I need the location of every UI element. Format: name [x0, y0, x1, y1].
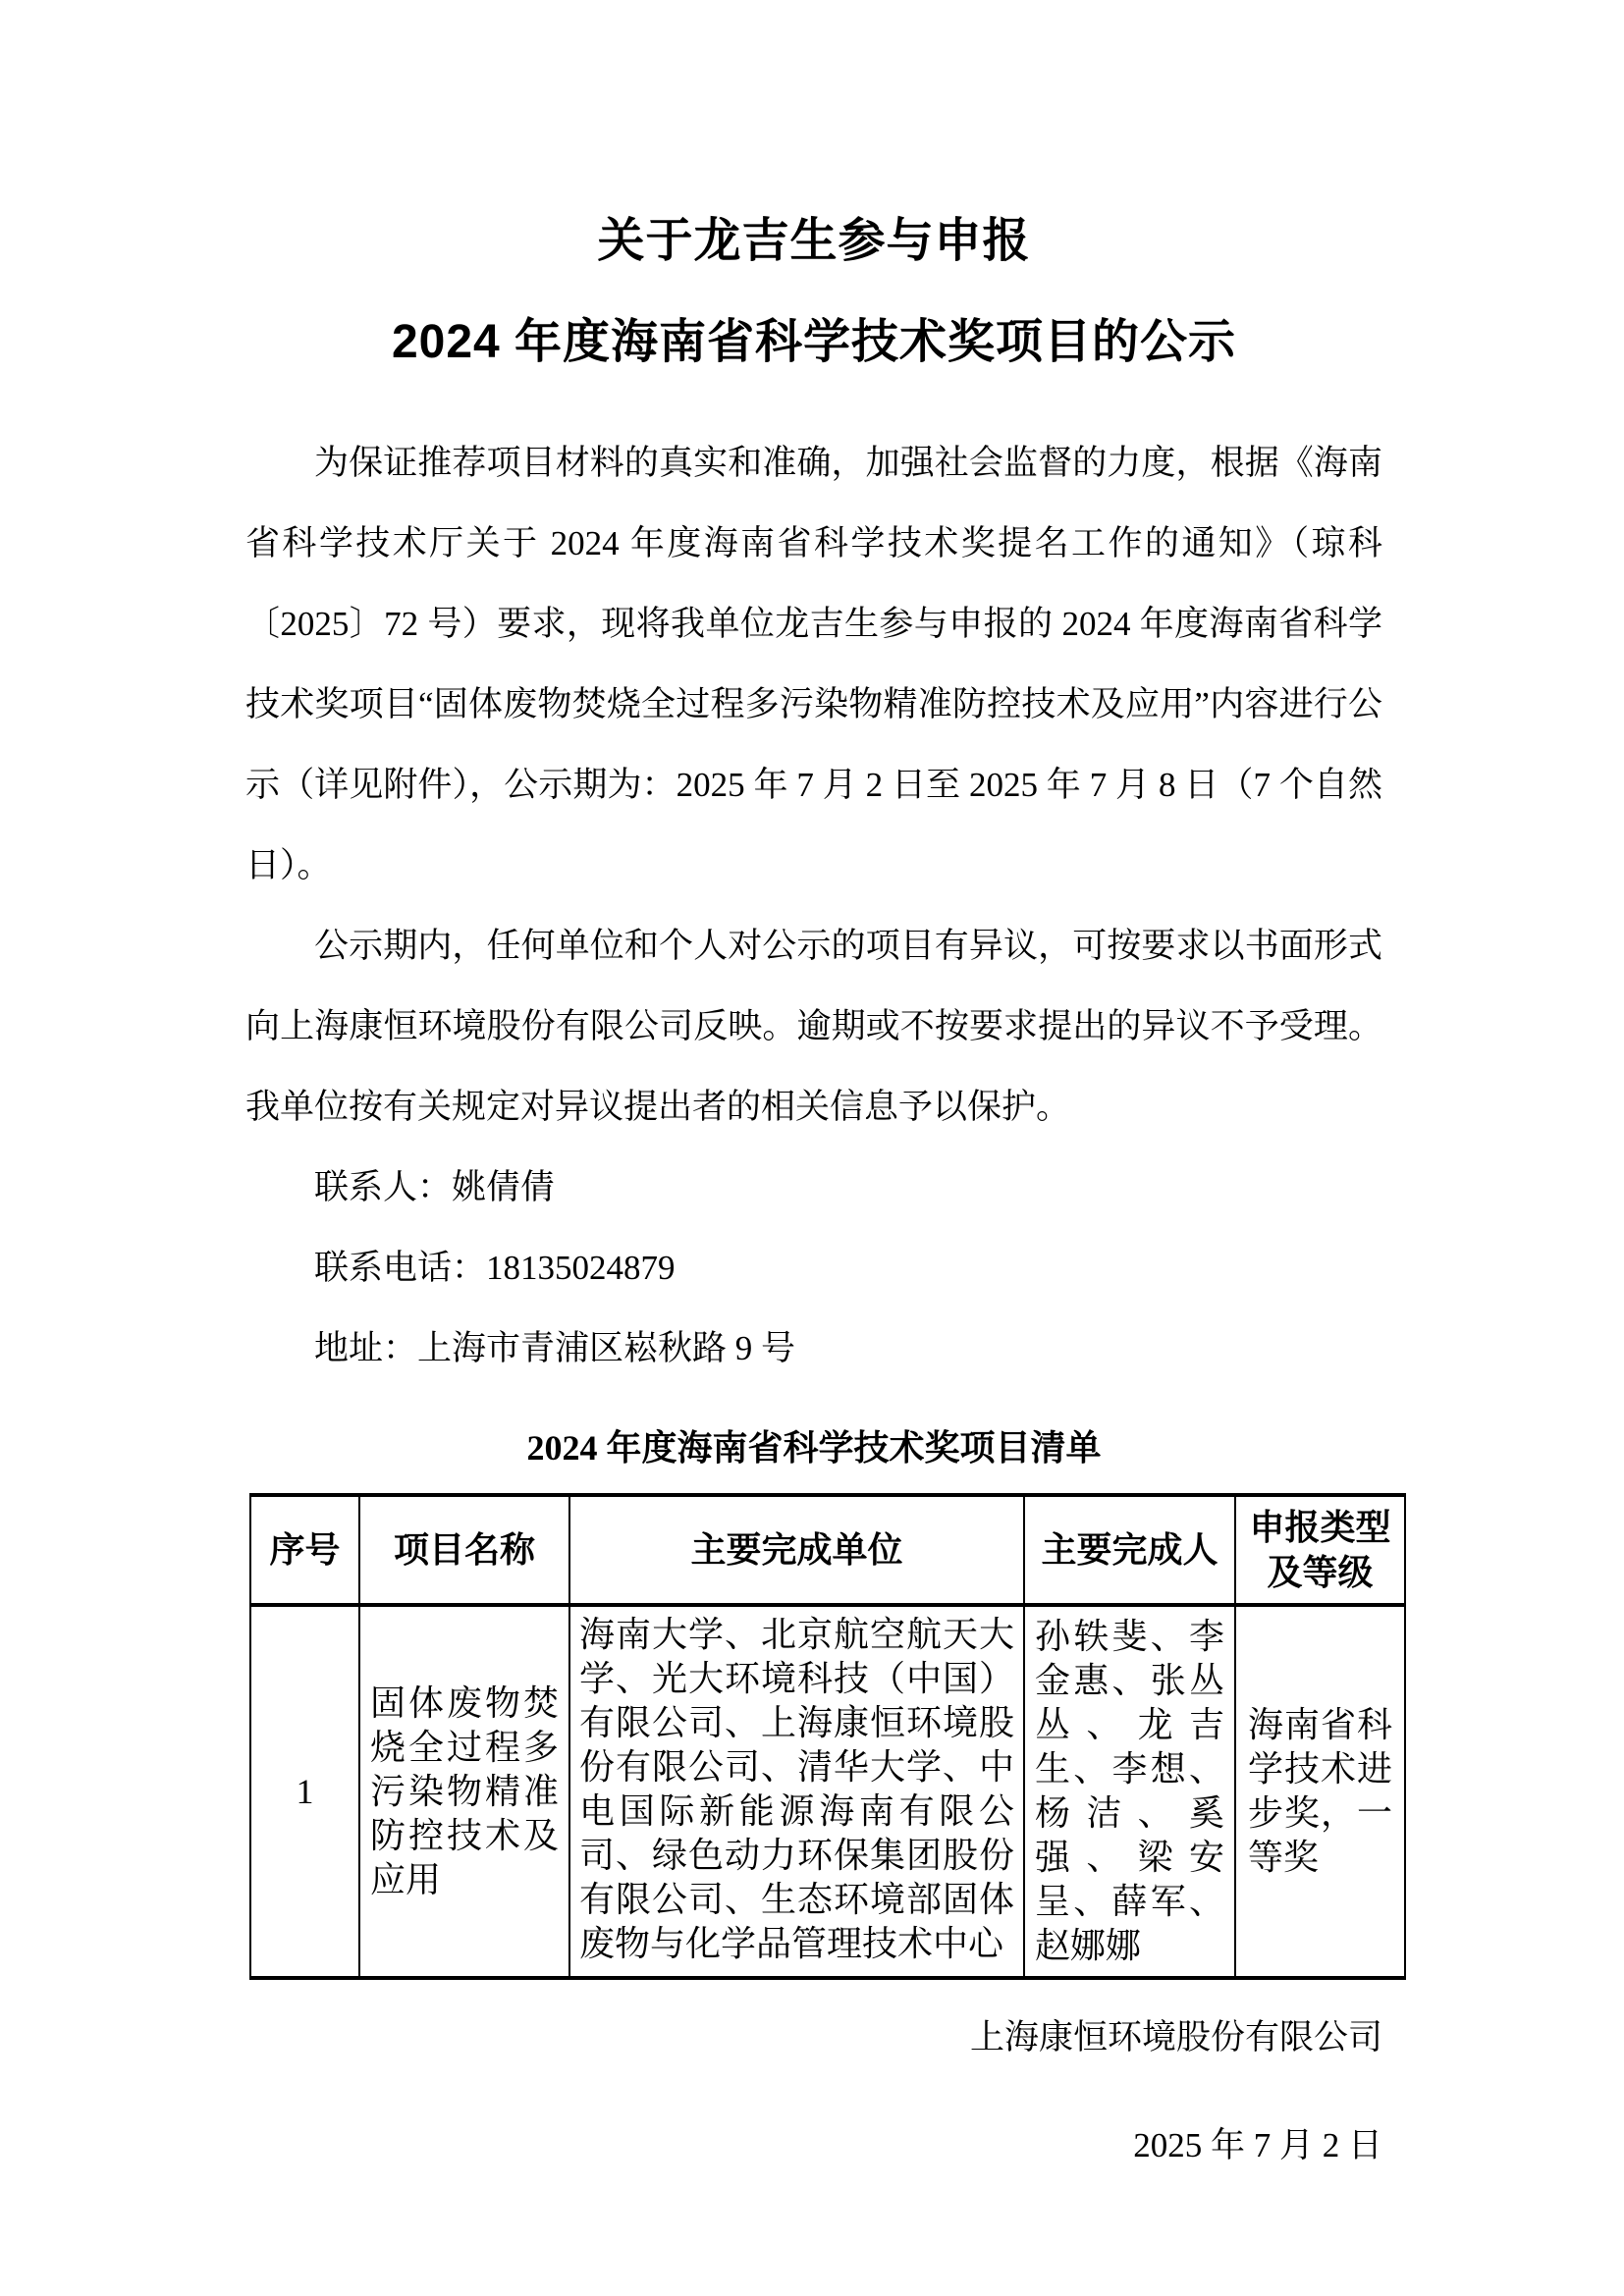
signature-company: 上海康恒环境股份有限公司	[969, 2018, 1382, 2056]
cell-award-type: 海南省科学技术进步奖，一等奖	[1235, 1605, 1405, 1978]
header-award-type: 申报类型及等级	[1235, 1495, 1405, 1605]
document-title-line2: 2024 年度海南省科学技术奖项目的公示	[391, 316, 1237, 368]
cell-main-people: 孙轶斐、李金惠、张丛丛、龙吉生、李想、杨洁、奚强、梁安呈、薛军、赵娜娜	[1024, 1605, 1235, 1978]
table-caption: 2024 年度海南省科学技术奖项目清单	[526, 1428, 1102, 1468]
paragraph-announcement: 为保证推荐项目材料的真实和准确，加强社会监督的力度，根据《海南省科学技术厅关于 2024 年度海南省科学技术奖提名工作的通知》（琼科〔2025〕72 号）要求，现将我单位龙吉生参与申报的 2024 年度海南省科学技术奖项目“固体废物焚烧全过程多污染物精准防控技术及应用”内容进行公示（详见附件），公示期为：2025 年 7 月 2 日至 2025 年 7 月 8 日（7 个自然日）。	[245, 444, 1382, 884]
document-content	[245, 0, 1392, 2186]
contact-phone: 联系电话：18135024879	[314, 1249, 676, 1287]
award-project-table	[249, 1493, 1406, 1980]
contact-address: 地址：上海市青浦区崧秋路 9 号	[314, 1329, 796, 1367]
header-main-units: 主要完成单位	[569, 1495, 1024, 1605]
contact-person: 联系人：姚倩倩	[314, 1168, 556, 1206]
cell-seq: 1	[250, 1605, 359, 1978]
paragraph-objection: 公示期内，任何单位和个人对公示的项目有异议，可按要求以书面形式向上海康恒环境股份有限公司反映。逾期或不按要求提出的异议不予受理。我单位按有关规定对异议提出者的相关信息予以保护。	[245, 927, 1382, 1126]
header-seq: 序号	[250, 1495, 359, 1605]
header-project-name: 项目名称	[359, 1495, 569, 1605]
signature-date: 2025 年 7 月 2 日	[1133, 2126, 1382, 2164]
table-row	[250, 1605, 1405, 1978]
document-title-line1: 关于龙吉生参与申报	[597, 215, 1031, 267]
table-header-row	[250, 1495, 1405, 1605]
cell-project-name: 固体废物焚烧全过程多污染物精准防控技术及应用	[359, 1605, 569, 1978]
header-main-people: 主要完成人	[1024, 1495, 1235, 1605]
cell-main-units: 海南大学、北京航空航天大学、光大环境科技（中国）有限公司、上海康恒环境股份有限公司、清华大学、中电国际新能源海南有限公司、绿色动力环保集团股份有限公司、生态环境部固体废物与化学品管理技术中心	[569, 1605, 1024, 1978]
